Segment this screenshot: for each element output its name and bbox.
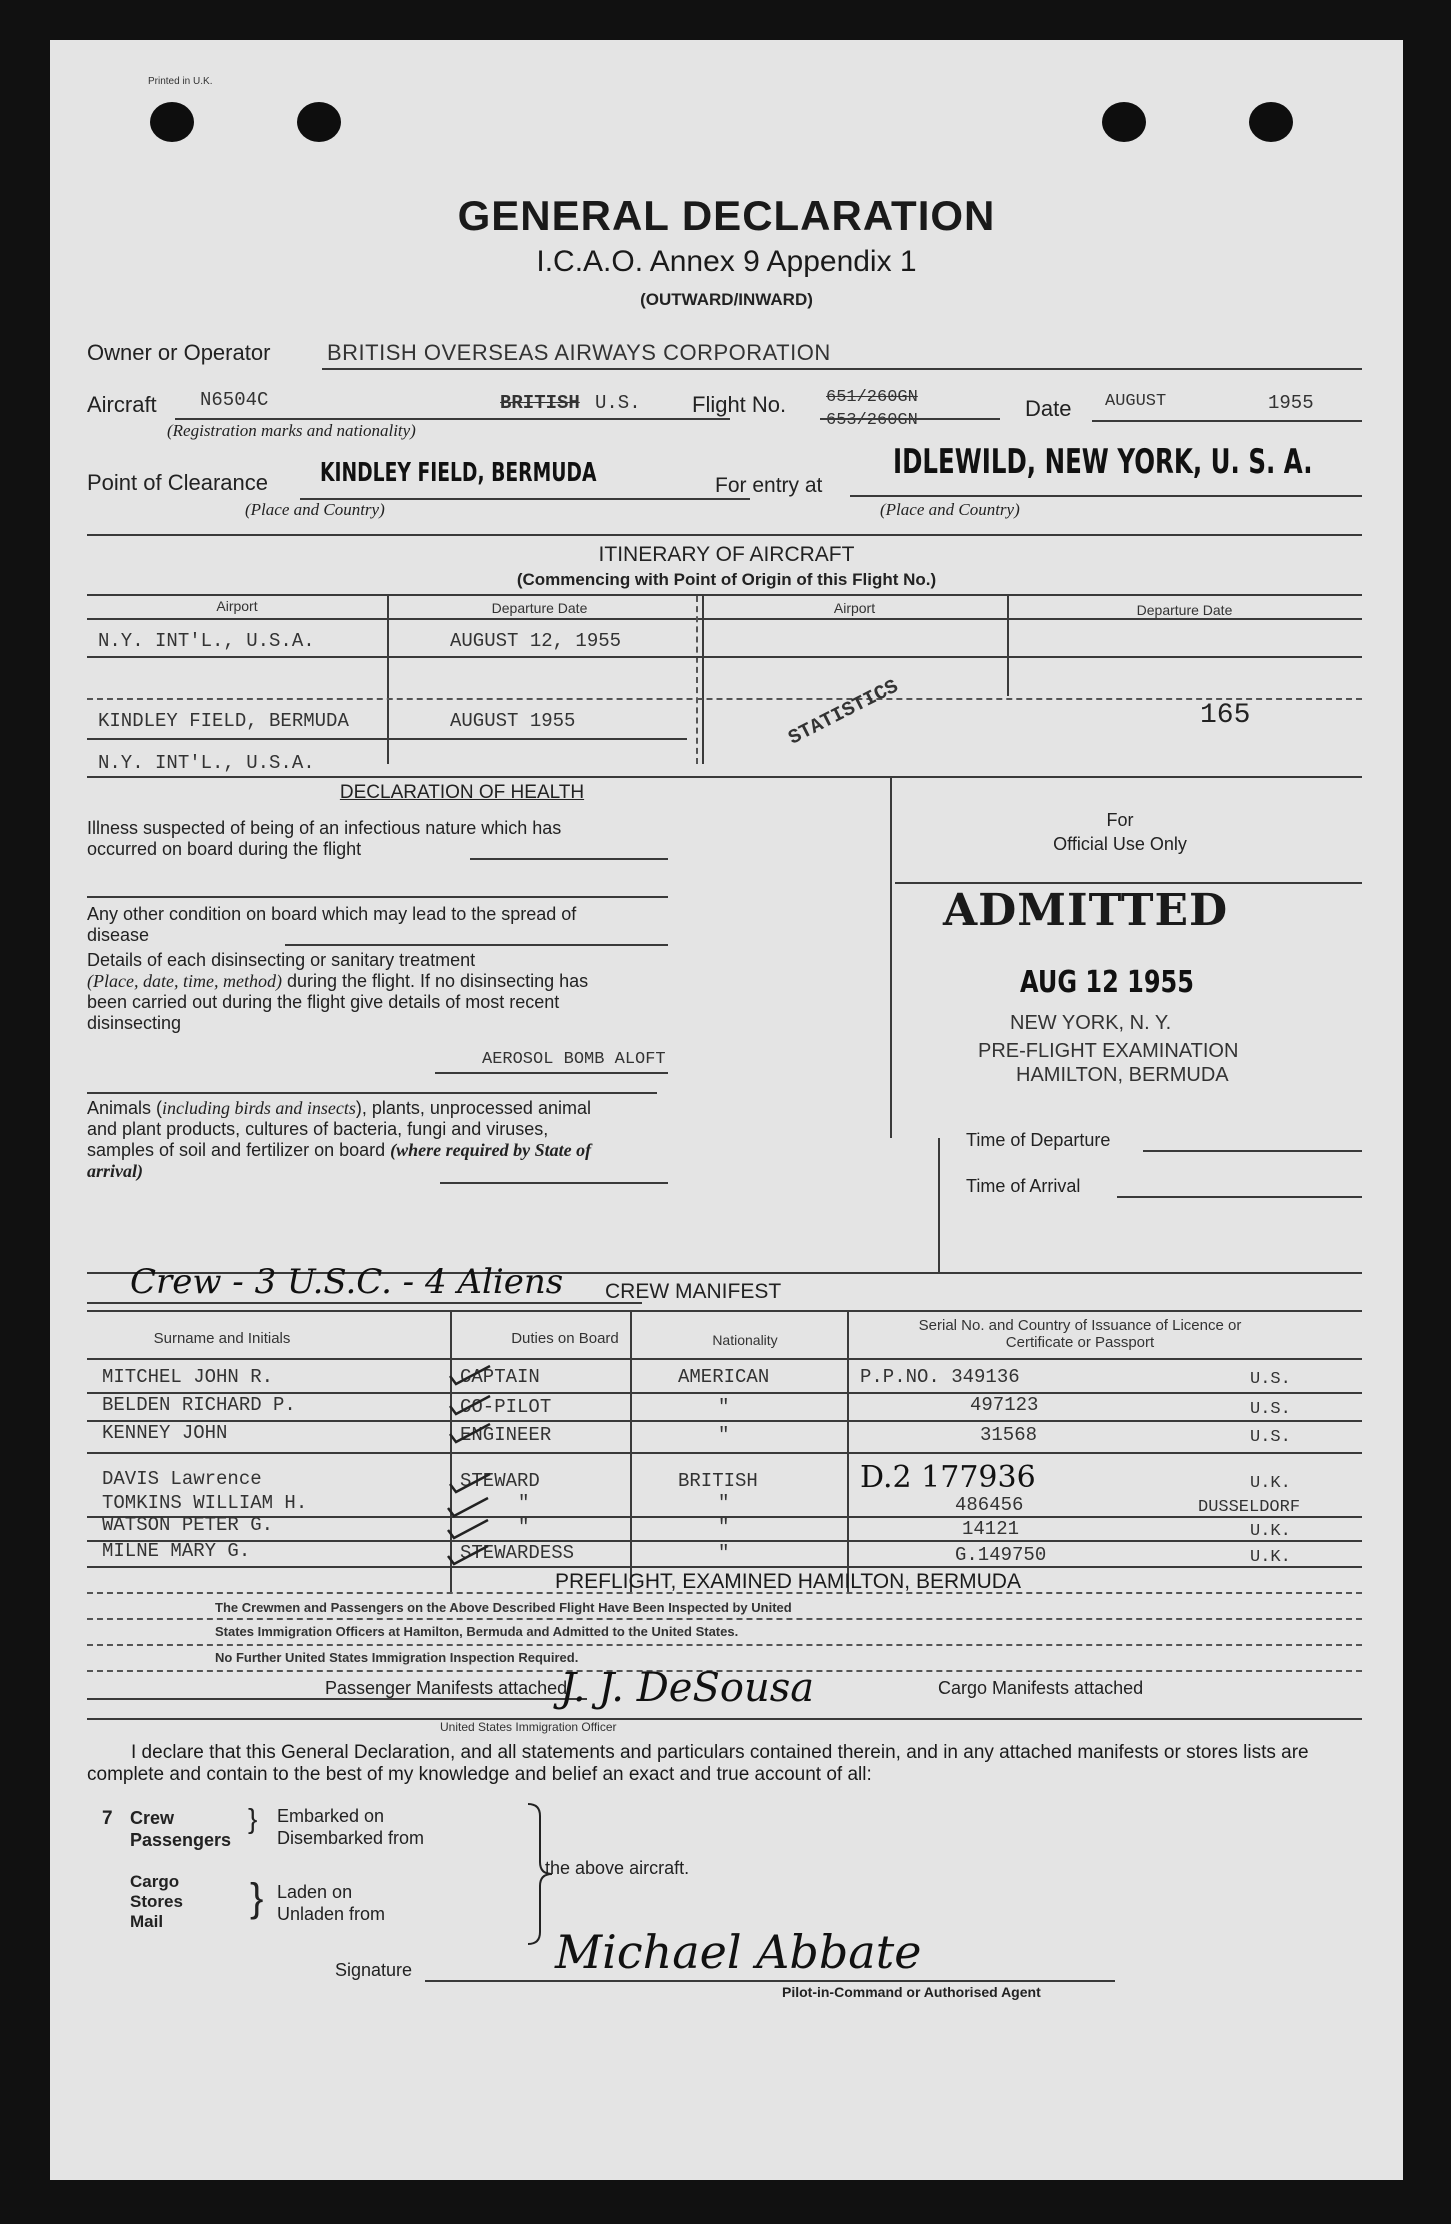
admitted-city: NEW YORK, N. Y. <box>1010 1012 1172 1034</box>
crew-row4-nationality: BRITISH <box>678 1470 758 1492</box>
itinerary-title: ITINERARY OF AIRCRAFT <box>598 543 855 566</box>
official-title-2: Official Use Only <box>1053 834 1187 854</box>
date-year: 1955 <box>1268 392 1314 414</box>
crew-count: 7 <box>102 1808 113 1829</box>
itinerary-header-airport-1: Airport <box>216 598 258 614</box>
decl-unladen: Unladen from <box>277 1904 386 1924</box>
passenger-manifest-line <box>87 1698 587 1700</box>
decl-laden: Laden on <box>277 1882 353 1902</box>
itinerary-header-date-2: Departure Date <box>1136 602 1233 618</box>
itinerary-row2-airport: KINDLEY FIELD, BERMUDA <box>98 710 349 732</box>
form-title: GENERAL DECLARATION <box>457 192 996 239</box>
itinerary-row1-airport: N.Y. INT'L., U.S.A. <box>98 630 315 652</box>
arrival-label: Time of Arrival <box>966 1176 1081 1196</box>
form-direction: (OUTWARD/INWARD) <box>640 290 813 309</box>
official-title-1: For <box>1106 810 1134 830</box>
aircraft-nationality-struck: BRITISH <box>500 392 580 414</box>
manifest-bottom-rule <box>87 1718 1362 1720</box>
crew-row5-nationality: " <box>718 1492 730 1514</box>
decl-crew: Crew <box>130 1808 175 1828</box>
entry-line <box>850 495 1362 497</box>
itinerary-header-airport-2: Airport <box>833 600 876 616</box>
crew-row1-serial: P.P.NO. 349136 <box>860 1366 1020 1388</box>
decl-embarked: Embarked on <box>277 1806 385 1826</box>
official-border-left <box>890 778 892 1138</box>
check-mark-icon <box>448 1366 490 1564</box>
officer-signature: J. J. DeSousa <box>560 1665 815 1711</box>
brace-2: } <box>250 1876 264 1920</box>
stamp-line-2 <box>87 1618 1362 1620</box>
crew-note-line <box>87 1302 642 1304</box>
crew-row3-serial: 31568 <box>980 1424 1038 1446</box>
signature-line <box>425 1980 1115 1982</box>
flight-number-struck: 651/260GN <box>826 388 918 407</box>
itinerary-header-date-1: Departure Date <box>491 600 588 616</box>
crew-row6-nationality: " <box>718 1516 730 1538</box>
admitted-date: AUG 12 1955 <box>1020 965 1194 1000</box>
clearance-note: (Place and Country) <box>245 500 385 519</box>
admitted-stamp: ADMITTED <box>943 885 1229 936</box>
clearance-value: KINDLEY FIELD, BERMUDA <box>320 458 597 488</box>
departure-label: Time of Departure <box>966 1130 1111 1150</box>
crew-row3-nationality: " <box>718 1424 730 1446</box>
aircraft-registration: N6504C <box>200 389 269 411</box>
health-q4-c: ), plants, unprocessed animal and plant products, cultures of bacteria, fungi and viruses, samples of soil and fertilizer on board <box>87 1098 591 1160</box>
health-q1-line-2 <box>87 896 668 898</box>
passenger-manifest-label: Passenger Manifests attached <box>325 1678 568 1698</box>
crew-row3-name: KENNEY JOHN <box>102 1422 228 1444</box>
crew-header-rule <box>87 1310 1362 1312</box>
aircraft-note: (Registration marks and nationality) <box>167 421 416 440</box>
crew-row7-line <box>87 1566 1362 1568</box>
crew-row5-duty: " <box>518 1492 530 1514</box>
crew-row2-name: BELDEN RICHARD P. <box>102 1394 296 1416</box>
decl-mail: Mail <box>130 1912 164 1931</box>
stamp-line-3 <box>87 1644 1362 1646</box>
itinerary-col-rule <box>87 618 1362 620</box>
itinerary-row3-airport: N.Y. INT'L., U.S.A. <box>98 752 315 774</box>
itinerary-row1-date: AUGUST 12, 1955 <box>450 630 622 652</box>
declaration-sheet <box>50 40 1403 2180</box>
crew-row1-nationality: AMERICAN <box>678 1366 770 1388</box>
owner-value: BRITISH OVERSEAS AIRWAYS CORPORATION <box>327 340 831 365</box>
crew-title: CREW MANIFEST <box>605 1280 782 1303</box>
crew-header-nationality: Nationality <box>712 1332 778 1348</box>
itinerary-row1-line <box>87 656 1362 658</box>
decl-passengers: Passengers <box>130 1830 232 1850</box>
stamp-text-1: The Crewmen and Passengers on the Above Described Flight Have Been Inspected by United <box>215 1600 792 1615</box>
clearance-label: Point of Clearance <box>87 470 268 495</box>
decl-disembarked: Disembarked from <box>277 1828 425 1848</box>
printer-mark: Printed in U.K. <box>148 76 213 87</box>
health-title: DECLARATION OF HEALTH <box>339 782 585 803</box>
crew-row4-name: DAVIS Lawrence <box>102 1468 262 1490</box>
aircraft-nationality: U.S. <box>595 392 641 414</box>
admitted-line1: PRE-FLIGHT EXAMINATION <box>978 1040 1239 1062</box>
form-subtitle: I.C.A.O. Annex 9 Appendix 1 <box>536 245 917 278</box>
date-label: Date <box>1025 396 1072 421</box>
health-q1-line <box>470 858 668 860</box>
stamp-line-1 <box>87 1592 1362 1594</box>
crew-row1-name: MITCHEL JOHN R. <box>102 1366 274 1388</box>
crew-row3-line <box>87 1452 1362 1454</box>
crew-row4-duty: STEWARD <box>460 1470 540 1492</box>
crew-row2-nationality: " <box>718 1396 730 1418</box>
owner-line <box>322 368 1362 370</box>
crew-row4-serial: D.2 177936 <box>860 1460 1036 1495</box>
itinerary-bottom-line <box>87 776 1362 778</box>
crew-header-duty: Duties on Board <box>511 1330 619 1347</box>
crew-row5-serial: 486456 <box>955 1494 1024 1516</box>
health-q3-answer: AEROSOL BOMB ALOFT <box>482 1050 666 1069</box>
health-q3-text: during the flight. If no disinsecting has been carried out during the flight give details of most recent disinsecting <box>87 971 589 1033</box>
health-q2: Any other condition on board which may lead to the spread of disease <box>87 904 577 945</box>
crew-header-serial: Serial No. and Country of Issuance of Licence or Certificate or Passport <box>918 1317 1242 1351</box>
health-q1: Illness suspected of being of an infectious nature which has occurred on board during the flight <box>87 818 562 859</box>
punch-hole-4 <box>1249 102 1293 142</box>
health-q2-line <box>285 944 668 946</box>
itinerary-divider-4 <box>1007 596 1009 696</box>
flight-line <box>820 418 1000 420</box>
health-q3-line1: Details of each disinsecting or sanitary treatment <box>87 950 476 970</box>
owner-label: Owner or Operator <box>87 340 271 365</box>
date-month: AUGUST <box>1105 392 1167 411</box>
crew-row7-serial: G.149750 <box>955 1544 1047 1566</box>
crew-row1-duty: CAPTAIN <box>460 1366 540 1388</box>
health-q4-b: including birds and insects <box>162 1098 356 1118</box>
crew-row7-name: MILNE MARY G. <box>102 1540 251 1562</box>
crew-row5-country: DUSSELDORF <box>1198 1498 1301 1517</box>
crew-row4-country: U.K. <box>1250 1474 1291 1493</box>
aircraft-line <box>175 418 730 420</box>
health-q4-d: (where required by State of arrival) <box>87 1140 592 1181</box>
itinerary-row2-date: AUGUST 1955 <box>450 710 576 732</box>
statistics-stamp: STATISTICS <box>785 675 903 751</box>
crew-row6-name: WATSON PETER G. <box>102 1514 274 1536</box>
health-q3-line <box>435 1072 668 1074</box>
crew-row2-serial: 497123 <box>970 1394 1039 1416</box>
brace-1: } <box>248 1803 258 1834</box>
signature-label: Signature <box>335 1960 413 1980</box>
officer-label: United States Immigration Officer <box>440 1720 617 1734</box>
decl-above-aircraft: the above aircraft. <box>545 1858 690 1878</box>
crew-row5-name: TOMKINS WILLIAM H. <box>102 1492 308 1514</box>
crew-check-marks <box>440 1358 530 1588</box>
crew-row1-country: U.S. <box>1250 1370 1291 1389</box>
health-q4-line <box>440 1182 668 1184</box>
decl-stores: Stores <box>130 1892 183 1911</box>
crew-row6-duty: " <box>518 1516 530 1538</box>
health-q4 <box>87 1098 607 1182</box>
departure-line <box>1143 1150 1362 1152</box>
itinerary-number: 165 <box>1200 700 1251 731</box>
health-q3-method: (Place, date, time, method) <box>87 971 282 991</box>
cargo-manifest-label: Cargo Manifests attached <box>938 1678 1144 1698</box>
crew-row6-country: U.K. <box>1250 1522 1291 1541</box>
itinerary-row2-top-line <box>87 698 1362 700</box>
arrival-line <box>1117 1196 1362 1198</box>
entry-value: IDLEWILD, NEW YORK, U. S. A. <box>893 442 1313 482</box>
admitted-line2: HAMILTON, BERMUDA <box>1016 1064 1229 1086</box>
crew-row7-duty: STEWARDESS <box>460 1542 575 1564</box>
health-q4-a: Animals ( <box>87 1098 163 1118</box>
crew-row6-serial: 14121 <box>962 1518 1020 1540</box>
itinerary-top-rule <box>87 534 1362 536</box>
health-section-rule <box>87 1092 657 1094</box>
punch-hole-3 <box>1102 102 1146 142</box>
flight-label: Flight No. <box>692 392 787 417</box>
stamp-text-3: No Further United States Immigration Inspection Required. <box>215 1650 579 1665</box>
declaration-text: I declare that this General Declaration, and all statements and particulars contained therein, and in any attached manifests or stores lists are complete and contain to the best of my knowledge and belief an exact and true account of all: <box>87 1742 1309 1785</box>
crew-row2-duty: CO-PILOT <box>460 1396 552 1418</box>
crew-row7-nationality: " <box>718 1542 730 1564</box>
preflight-stamp: PREFLIGHT, EXAMINED HAMILTON, BERMUDA <box>555 1570 1021 1593</box>
stamp-text-2: States Immigration Officers at Hamilton, Bermuda and Admitted to the United States. <box>215 1624 739 1639</box>
decl-cargo: Cargo <box>130 1872 180 1891</box>
itinerary-row2-line <box>87 738 687 740</box>
entry-note: (Place and Country) <box>880 500 1020 519</box>
crew-row3-duty: ENGINEER <box>460 1424 552 1446</box>
crew-header-name: Surname and Initials <box>153 1330 291 1347</box>
crew-handwritten-note: Crew - 3 U.S.C. - 4 Aliens <box>130 1262 564 1302</box>
entry-label: For entry at <box>715 474 823 497</box>
date-line <box>1092 420 1362 422</box>
aircraft-label: Aircraft <box>87 392 157 417</box>
official-rule <box>895 882 1362 884</box>
crew-row2-line <box>87 1420 1362 1422</box>
crew-row7-country: U.K. <box>1250 1548 1291 1567</box>
pilot-label: Pilot-in-Command or Authorised Agent <box>782 1984 1041 2000</box>
flight-number: 653/260GN <box>826 411 918 430</box>
itinerary-divider-2 <box>696 596 698 764</box>
pilot-signature: Michael Abbate <box>555 1925 922 1979</box>
punch-hole-1 <box>150 102 194 142</box>
punch-hole-2 <box>297 102 341 142</box>
crew-row2-country: U.S. <box>1250 1400 1291 1419</box>
health-q3 <box>87 971 597 1034</box>
crew-col-rule <box>87 1358 1362 1360</box>
itinerary-divider-3 <box>702 596 704 764</box>
crew-row3-country: U.S. <box>1250 1428 1291 1447</box>
itinerary-header-rule <box>87 594 1362 596</box>
itinerary-subtitle: (Commencing with Point of Origin of this Flight No.) <box>516 570 937 589</box>
official-border-lower <box>938 1138 940 1272</box>
